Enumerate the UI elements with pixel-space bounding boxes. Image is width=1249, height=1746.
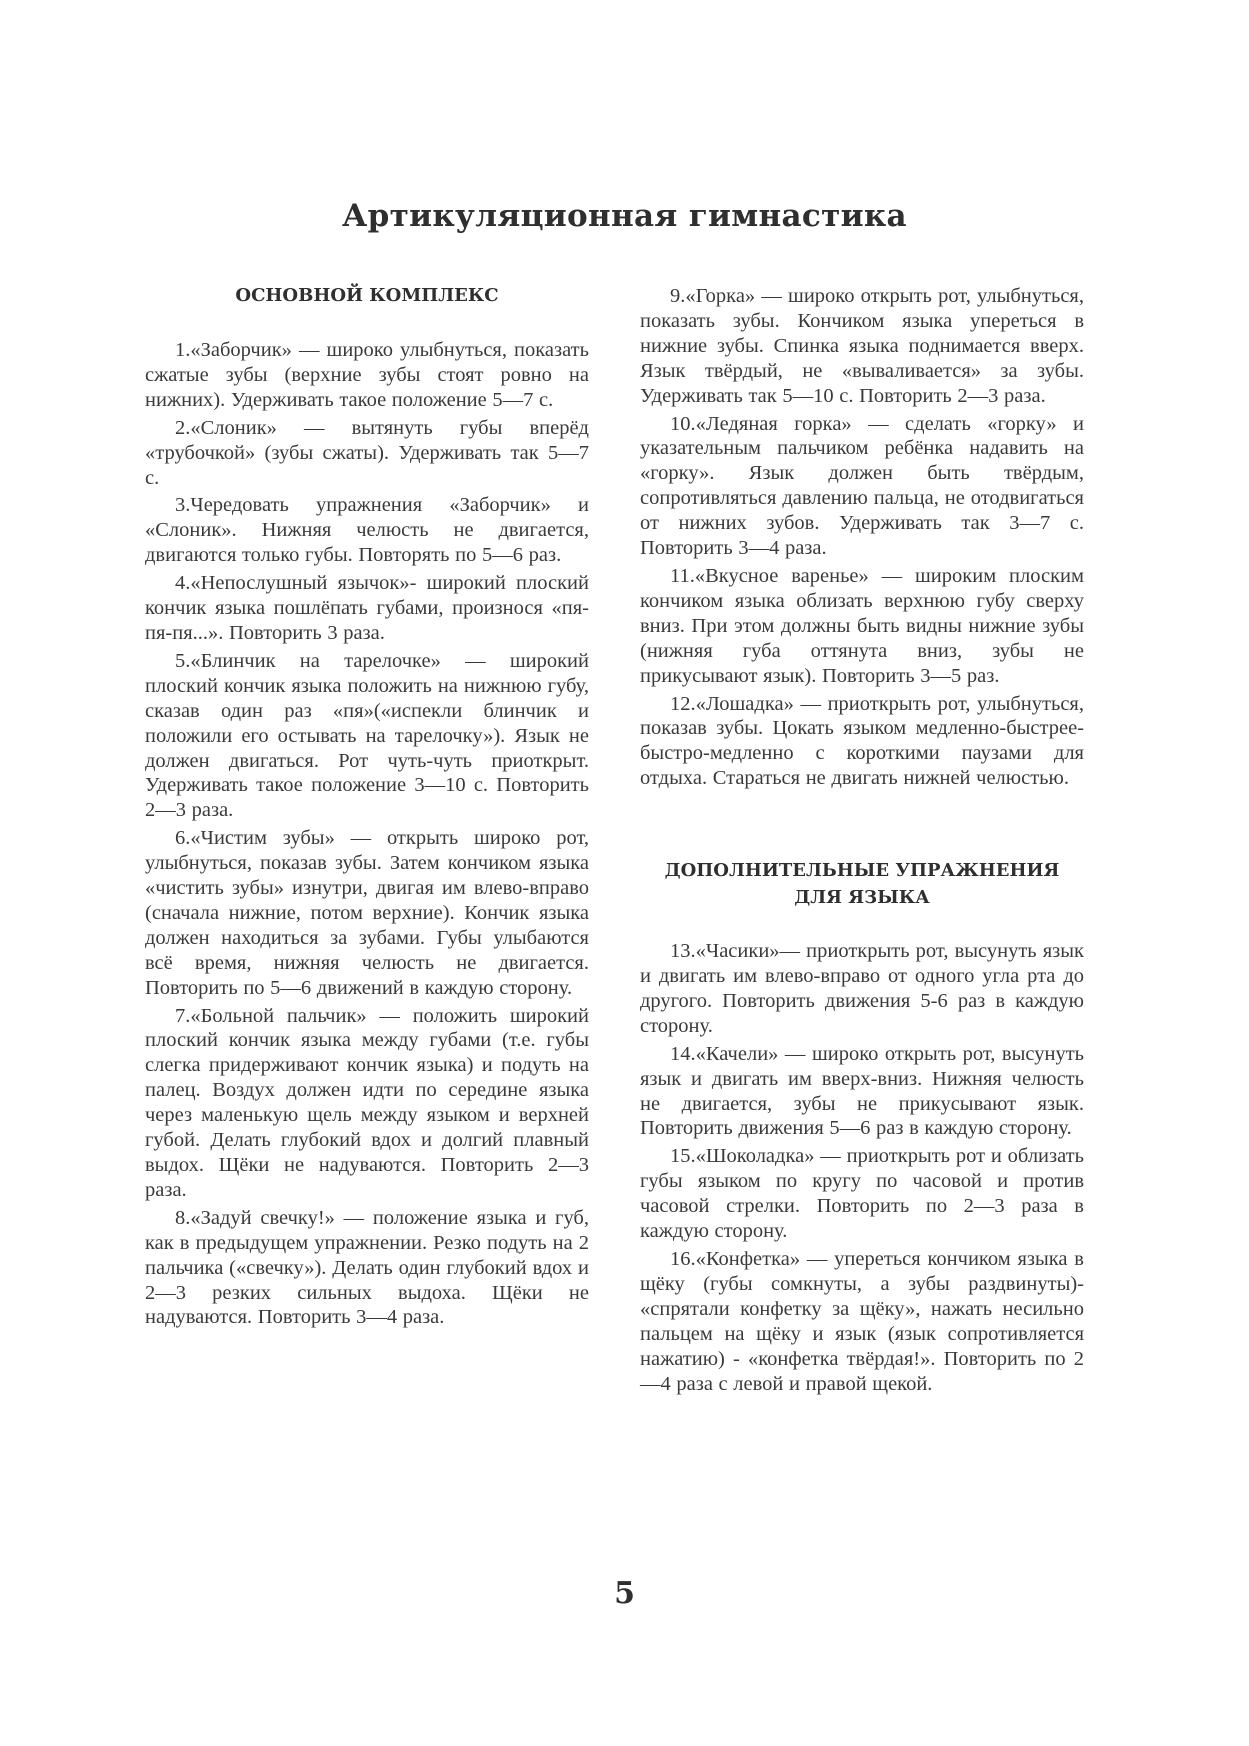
exercise-item: 4.«Непослушный язычок»- широкий плоский кончик языка пошлёпать губами, произнося «пя-пя-пя...». Повторить 3 раза. (145, 572, 589, 644)
exercise-item: 14.«Качели» — широко открыть рот, высунуть язык и двигать им вверх-вниз. Нижняя челюсть не двигается, зубы не прикусывают язык. Повторить движения 5—6 раз в каждую сторону. (640, 1042, 1084, 1140)
exercise-item: 2.«Слоник» — вытянуть губы вперёд «трубочкой» (зубы сжаты). Удерживать так 5—7 с. (145, 416, 589, 489)
right-column (640, 284, 1084, 1399)
extra-heading-line-2: ДЛЯ ЯЗЫКА (794, 887, 930, 909)
exercise-item: 16.«Конфетка» — упереться кончиком языка в щёку (губы сомкнуты, а зубы раздвинуты)- «спрятали конфетку за щёку», нажать несильно пальцем на щёку и язык (язык сопротивляется нажатию) - «конфетка твёрдая!». Повторить по 2—4 раза с левой и правой щекой. (640, 1248, 1084, 1395)
exercise-item: 8.«Задуй свечку!» — положение языка и губ, как в предыдущем упражнении. Резко подуть на 2 пальчика («свечку»). Делать один глубокий вдох и 2—3 резких сильных выдоха. Щёки не надуваются. Повторить 3—4 раза. (145, 1206, 589, 1329)
exercise-item: 3.Чередовать упражнения «Заборчик» и «Слоник». Нижняя челюсть не двигается, двигаются только губы. Повторять по 5—6 раз. (145, 494, 589, 567)
exercise-item: 12.«Лошадка» — приоткрыть рот, улыбнуться, показав зубы. Цокать языком медленно-быстрее-быстро-медленно с короткими паузами для отдыха. Стараться не двигать нижней челюстью. (640, 692, 1084, 790)
exercise-item: 9.«Горка» — широко открыть рот, улыбнуться, показать зубы. Кончиком языка упереться в нижние зубы. Спинка языка поднимается вверх. Язык твёрдый, не «вываливается» за зубы. Удерживать так 5—10 с. Повторить 2—3 раза. (640, 285, 1084, 407)
page-number: 5 (614, 1576, 635, 1611)
exercise-item: 13.«Часики»— приоткрыть рот, высунуть язык и двигать им влево-вправо от одного угла рта до другого. Повторить движения 5-6 раз в каждую сторону. (640, 940, 1084, 1037)
exercise-item: 10.«Ледяная горка» — сделать «горку» и указательным пальчиком ребёнка надавить на «горку». Язык должен быть твёрдым, сопротивляться давлению пальца, не отодвигаться от нижних зубов. Удерживать так 3—7 с. Повторить 3—4 раза. (640, 412, 1084, 560)
exercise-item: 7.«Больной пальчик» — положить широкий плоский кончик языка между губами (т.е. губы слегка придерживают кончик языка) и подуть на палец. Воздух должен идти по середине языка через маленькую щель между языком и верхней губой. Делать глубокий вдох и долгий плавный выдох. Щёки не надуваются. Повторить 2—3 раза. (145, 1004, 589, 1201)
extra-heading-line-1: ДОПОЛНИТЕЛЬНЫЕ УПРАЖНЕНИЯ (664, 860, 1060, 882)
main-complex-heading: ОСНОВНОЙ КОМПЛЕКС (235, 285, 499, 306)
exercise-item: 5.«Блинчик на тарелочке» — широкий плоский кончик языка положить на нижнюю губу, сказав один раз «пя»(«испекли блинчик и положили его остывать на тарелочку»). Язык не должен двигаться. Рот чуть-чуть приоткрыт. Удерживать такое положение 3—10 с. Повторить 2—3 раза. (145, 649, 589, 822)
page-title: Артикуляционная гимнастика (342, 198, 907, 234)
exercise-item: 11.«Вкусное варенье» — широким плоским кончиком языка облизать верхнюю губу сверху вниз. При этом должны быть видны нижние зубы (нижняя губа оттянута вниз, зубы не прикусывают язык). Повторить 3—5 раз. (640, 564, 1084, 687)
left-column (145, 282, 589, 1333)
extra-exercises-heading (640, 857, 1084, 911)
exercise-item: 6.«Чистим зубы» — открыть широко рот, улыбнуться, показав зубы. Затем кончиком языка «чистить зубы» изнутри, двигая им влево-вправо (сначала нижние, потом верхние). Кончик языка должен находиться за зубами. Губы улыбаются всё время, нижняя челюсть не двигается. Повторить по 5—6 движений в каждую сторону. (145, 827, 589, 999)
exercise-item: 1.«Заборчик» — широко улыбнуться, показать сжатые зубы (верхние зубы стоят ровно на нижних). Удерживать такое положение 5—7 с. (145, 339, 589, 411)
exercise-item: 15.«Шоколадка» — приоткрыть рот и облизать губы языком по кругу по часовой и против часовой стрелки. Повторить по 2—3 раза в каждую сторону. (640, 1145, 1084, 1243)
